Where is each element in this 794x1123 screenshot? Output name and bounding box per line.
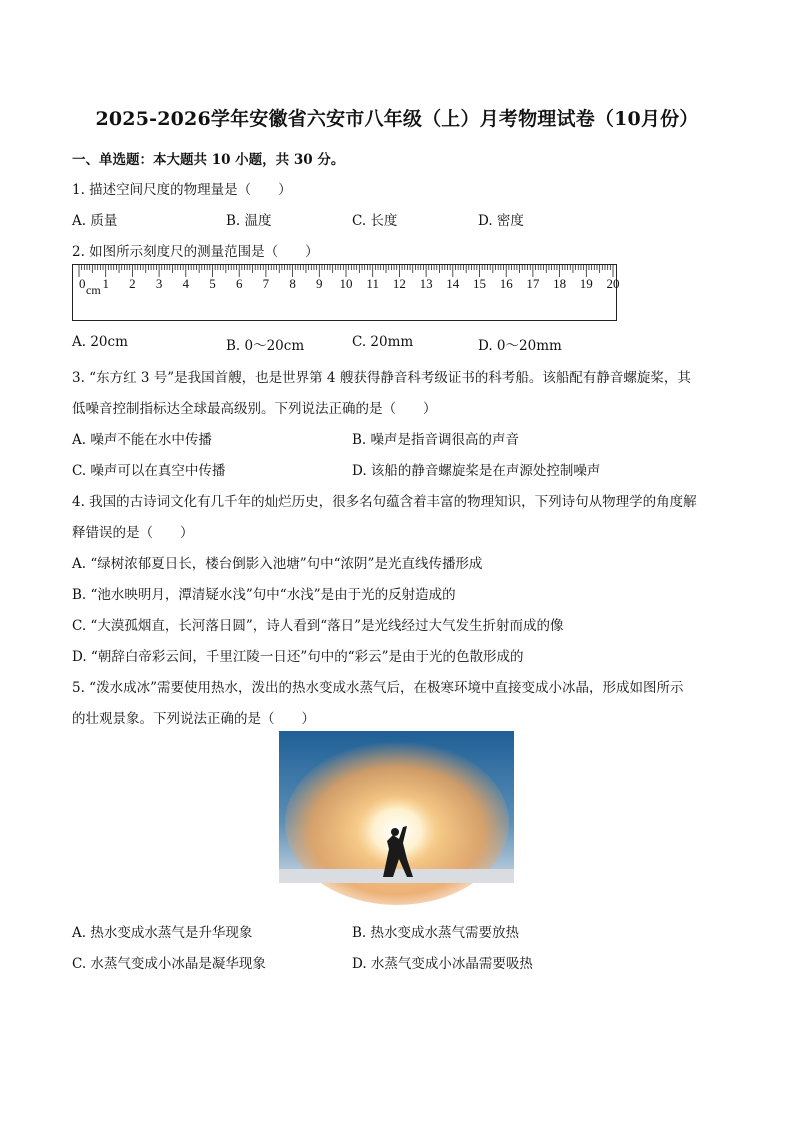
ruler-label: 5 [209,276,216,291]
ruler-label: 0 [79,276,86,291]
ruler-label: 14 [446,276,460,291]
q1-option-a: A. 质量 [72,213,118,229]
q4-option-c: C. “大漠孤烟直，长河落日圆”，诗人看到“落日”是光线经过大气发生折射而成的像 [72,618,564,634]
ruler-label: 18 [553,276,567,291]
question-5-stem-line1: 5. “泼水成冰”需要使用热水，泼出的热水变成水蒸气后，在极寒环境中直接变成小冰晶，形成如图所示 [72,680,684,696]
ruler-unit-label: cm [86,283,101,297]
q1-option-c: C. 长度 [352,213,398,229]
q5-option-a: A. 热水变成水蒸气是升华现象 [72,925,253,941]
ruler-label: 6 [235,276,243,291]
question-2-stem: 2. 如图所示刻度尺的测量范围是（ ） [72,244,319,260]
q3-option-b: B. 噪声是指音调很高的声音 [352,432,520,448]
q2-option-d: D. 0～20mm [478,338,562,354]
q5-option-d: D. 水蒸气变成小冰晶需要吸热 [352,956,533,972]
q5-option-b: B. 热水变成水蒸气需要放热 [352,925,520,941]
ruler-label: 12 [392,276,406,291]
q1-option-b: B. 温度 [226,213,272,229]
q5-option-c: C. 水蒸气变成小冰晶是凝华现象 [72,956,266,972]
section-heading: 一、单选题：本大题共 10 小题，共 30 分。 [72,152,345,168]
ruler-label: 17 [526,276,540,291]
ruler-label: 16 [499,276,513,291]
q1-option-d: D. 密度 [478,213,524,229]
q4-option-d: D. “朝辞白帝彩云间，千里江陵一日还”句中的“彩云”是由于光的色散形成的 [72,649,524,665]
ruler-label: 11 [366,276,379,291]
ruler-label: 7 [262,276,270,291]
q3-option-c: C. 噪声可以在真空中传播 [72,463,226,479]
ruler-label: 20 [606,276,620,291]
question-3-stem-line2: 低噪音控制指标达全球最高级别。下列说法正确的是（ ） [72,401,437,417]
splash-ice-photo [279,731,514,883]
splash-ice-illustration [279,731,514,883]
q4-option-a: A. “绿树浓郁夏日长，楼台倒影入池塘”句中“浓阴”是光直线传播形成 [72,556,483,572]
question-5-stem-line2: 的壮观景象。下列说法正确的是（ ） [72,711,315,727]
ruler-label: 8 [289,276,296,291]
q4-option-b: B. “池水映明月，潭清疑水浅”句中“水浅”是由于光的反射造成的 [72,587,456,603]
q2-option-c: C. 20mm [352,334,414,350]
ruler-label: 10 [339,276,353,291]
question-1-stem: 1. 描述空间尺度的物理量是（ ） [72,182,292,198]
q3-option-d: D. 该船的静音螺旋桨是在声源处控制噪声 [352,463,601,479]
q2-option-b: B. 0～20cm [226,338,305,354]
q2-option-a: A. 20cm [72,334,128,350]
ruler-label: 9 [316,276,323,291]
question-3-stem-line1: 3. “东方红 3 号”是我国首艘，也是世界第 4 艘获得静音科考级证书的科考船。该船配有静音螺旋桨，其 [72,370,691,386]
question-4-stem-line1: 4. 我国的古诗词文化有几千年的灿烂历史，很多名句蕴含着丰富的物理知识，下列诗句从物理学的角度解 [72,494,697,510]
ruler-label: 19 [579,276,593,291]
ruler-label: 4 [182,276,190,291]
ruler-figure [72,264,620,321]
ruler-label: 2 [129,276,136,291]
question-4-stem-line2: 释错误的是（ ） [72,525,194,541]
ruler-label: 1 [102,276,109,291]
q3-option-a: A. 噪声不能在水中传播 [72,432,212,448]
ruler-label: 13 [419,276,433,291]
exam-title: 2025-2026学年安徽省六安市八年级（上）月考物理试卷（10月份） [95,108,699,130]
ruler-graphic [73,265,618,322]
ruler-label: 3 [155,276,163,291]
ruler-label: 15 [473,276,486,291]
